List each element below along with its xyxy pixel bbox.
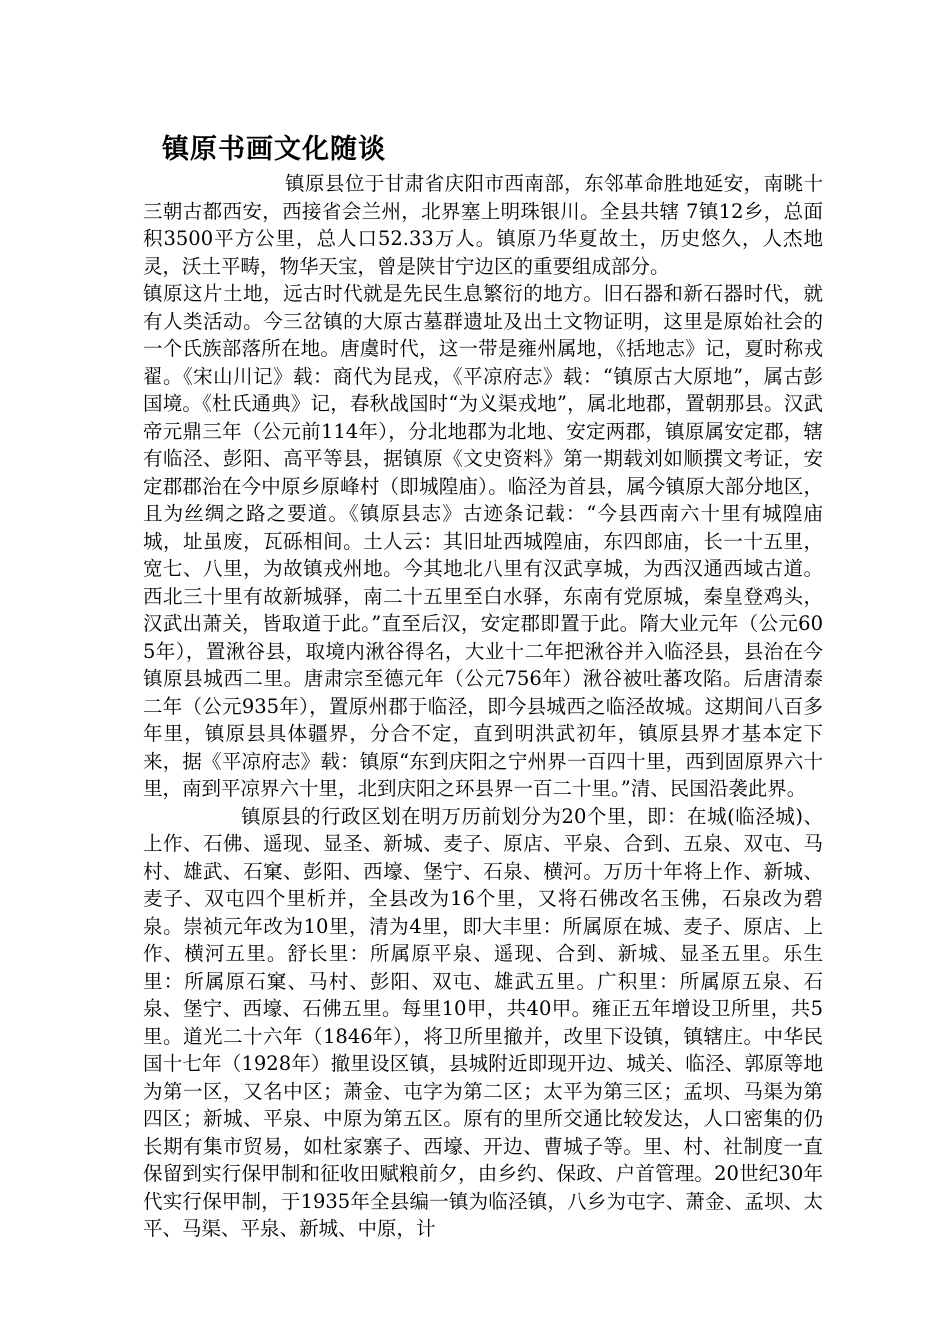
document-title: 镇原书画文化随谈	[162, 134, 386, 165]
paragraph-history: 镇原这片土地，远古时代就是先民生息繁衍的地方。旧石器和新石器时代，就有人类活动。今三岔镇的大原古墓群遗址及出土文物证明，这里是原始社会的一个氏族部落所在地。唐虞时代，这一带是雍州属地，《括地志》记，夏时称戎翟。《宋山川记》载：商代为昆戎，《平凉府志》载：“镇原古大原地”，属古彭国境。《杜氏通典》记，春秋战国时“为义渠戎地”，属北地郡，置朝那县。汉武帝元鼎三年（公元前114年），分北地郡为北地、安定两郡，镇原属安定郡，辖有临泾、彭阳、高平等县，据镇原《文史资料》第一期载刘如顺撰文考证，安定郡郡治在今中原乡原峰村（即城隍庙）。临泾为首县，属今镇原大部分地区，且为丝绸之路之要道。《镇原县志》古迹条记载：“今县西南六十里有城隍庙城，址虽废，瓦砾相间。土人云：其旧址西城隍庙，东四郎庙，长一十五里，宽七、八里，为故镇戎州地。今其地北八里有汉武享城，为西汉通西域古道。西北三十里有故新城驿，南二十五里至白水驿，东南有党原城，秦皇登鸡头，汉武出萧关，皆取道于此。”直至后汉，安定郡即置于此。隋大业元年（公元605年），置湫谷县，取境内湫谷得名，大业十二年把湫谷并入临泾县，县治在今镇原县城西二里。唐肃宗至德元年（公元756年）湫谷被吐蕃攻陷。后唐清泰二年（公元935年），置原州郡于临泾，即今县城西之临泾故城。这期间八百多年里，镇原县具体疆界，分合不定，直到明洪武初年，镇原县界才基本定下来，据《平凉府志》载：镇原“东到庆阳之宁州界一百四十里，西到固原界六十里，南到平凉界六十里，北到庆阳之环县界一百二十里。”清、民国沿袭此界。	[143, 282, 823, 800]
paragraph-administrative-divisions: 镇原县的行政区划在明万历前划分为20个里，即：在城(临泾城)、上作、石佛、遥现、显圣、新城、麦子、原店、平泉、合到、五泉、双屯、马村、雄武、石窠、彭阳、西壕、堡宁、石泉、横河。万历十年将上作、新城、麦子、双屯四个里析并，全县改为16个里，又将石佛改名玉佛，石泉改为碧泉。崇祯元年改为10里，清为4里，即大丰里：所属原在城、麦子、原店、上作、横河五里。舒长里：所属原平泉、遥现、合到、新城、显圣五里。乐生里：所属原石窠、马村、彭阳、双屯、雄武五里。广积里：所属原五泉、石泉、堡宁、西壕、石佛五里。每里10甲，共40甲。雍正五年增设卫所里，共5里。道光二十六年（1846年），将卫所里撤并，改里下设镇，镇辖庄。中华民国十七年（1928年）撤里设区镇，县城附近即现开边、城关、临泾、郭原等地为第一区，又名中区；萧金、屯字为第二区；太平为第三区；孟坝、马渠为第四区；新城、平泉、中原为第五区。原有的里所交通比较发达，人口密集的仍长期有集市贸易，如杜家寨子、西壕、开边、曹城子等。里、村、社制度一直保留到实行保甲制和征收田赋粮前夕，由乡约、保政、户首管理。20世纪30年代实行保甲制，于1935年全县编一镇为临泾镇，八乡为屯字、萧金、孟坝、太平、马渠、平泉、新城、中原，计	[143, 804, 823, 1240]
paragraph-county-overview: 镇原县位于甘肃省庆阳市西南部，东邻革命胜地延安，南眺十三朝古都西安，西接省会兰州，北界塞上明珠银川。全县共辖 7镇12乡，总面积3500平方公里，总人口52.33万人。镇原乃华夏故土，历史悠久，人杰地灵，沃土平畴，物华天宝，曾是陕甘宁边区的重要组成部分。	[143, 172, 823, 278]
document-body	[143, 170, 823, 1243]
